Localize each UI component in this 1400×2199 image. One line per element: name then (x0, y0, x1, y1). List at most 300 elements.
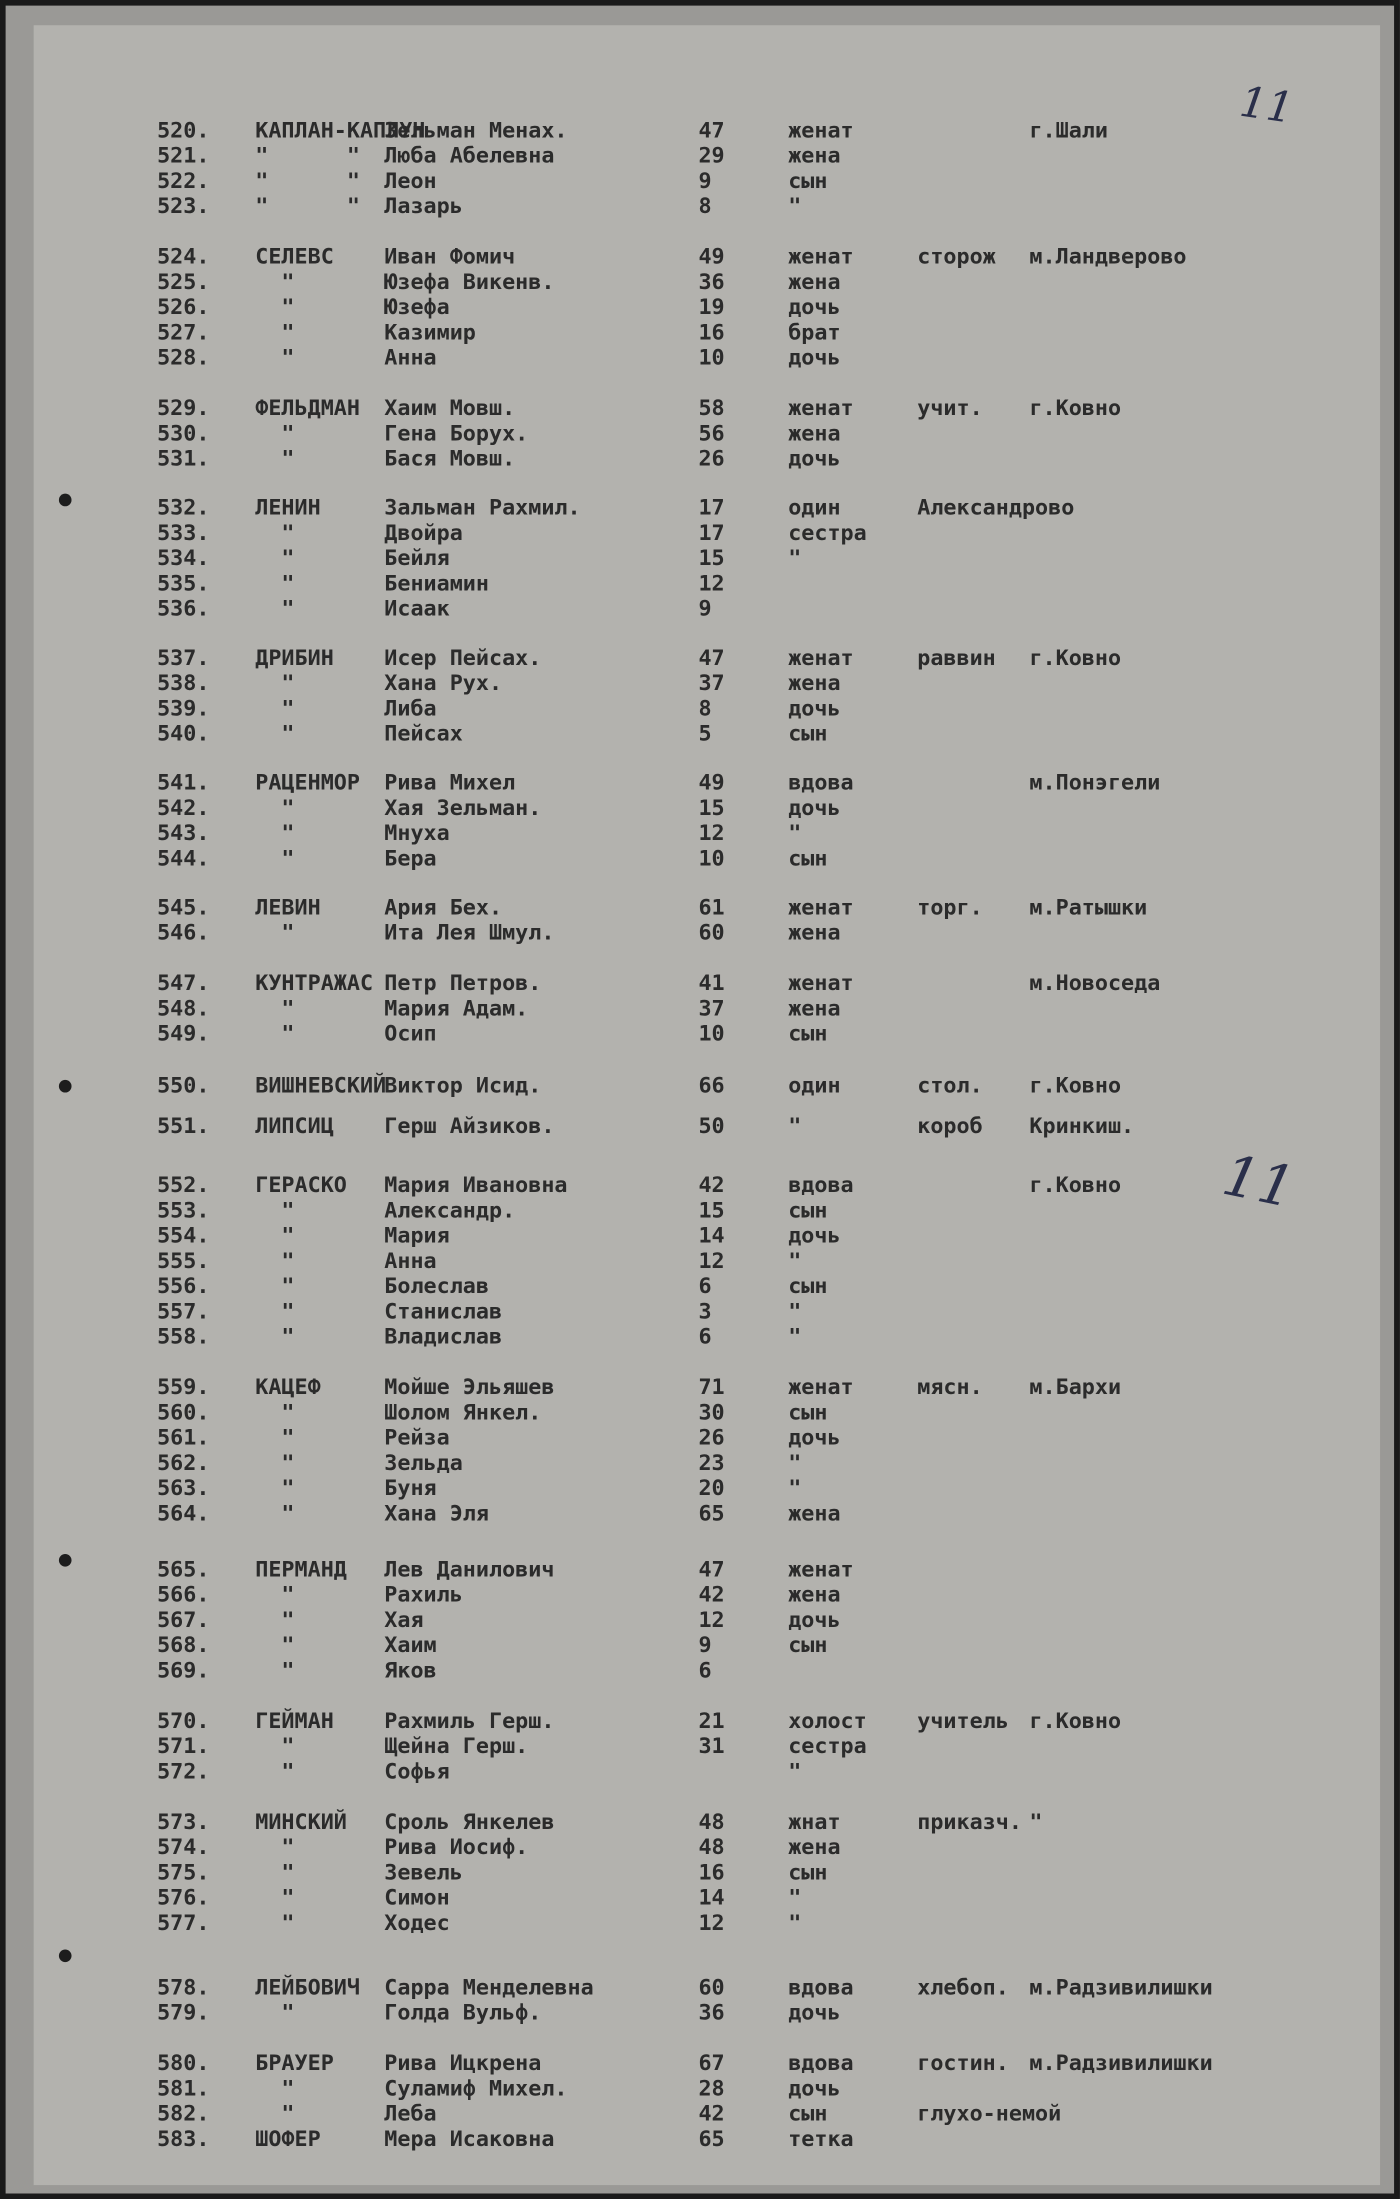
cell-relation: " (788, 1910, 802, 1936)
cell-relation: жена (788, 143, 841, 169)
cell-relation: дочь (788, 795, 841, 821)
cell-surname: " (255, 1424, 295, 1451)
cell-age: 14 (698, 1884, 725, 1911)
cell-surname: ШОФЕР (255, 2126, 321, 2152)
cell-num: 534. (157, 545, 210, 571)
cell-surname: " (255, 795, 295, 821)
cell-age: 37 (698, 995, 725, 1022)
cell-surname: ЛЕНИН (255, 495, 321, 521)
cell-surname: " (255, 820, 295, 846)
cell-surname: " (255, 720, 295, 747)
register-row (34, 446, 1380, 471)
cell-name: Софья (384, 1758, 450, 1784)
cell-age: 26 (698, 445, 725, 472)
cell-name: Бера (384, 845, 437, 871)
cell-relation: сын (788, 845, 828, 871)
pencil-mark-top: 11 (1236, 77, 1297, 134)
cell-surname: ЛЕЙБОВИЧ (255, 1974, 360, 2000)
cell-surname: ГЕЙМАН (255, 1708, 334, 1734)
cell-num: 532. (157, 495, 210, 521)
cell-relation: дочь (788, 1999, 841, 2026)
cell-age: 41 (698, 970, 725, 996)
cell-age: 42 (698, 1172, 725, 1198)
register-row (34, 1607, 1380, 1632)
cell-surname: " (255, 1500, 295, 1526)
register-row (34, 596, 1380, 621)
cell-age: 26 (698, 1424, 725, 1451)
cell-relation: сын (788, 2100, 828, 2127)
cell-name: Пейсах (384, 720, 463, 747)
register-row (34, 269, 1380, 294)
cell-num: 557. (157, 1298, 210, 1324)
cell-occupation: стол. (917, 1072, 983, 1099)
cell-name: Ита Лея Шмул. (384, 920, 555, 946)
register-row (34, 1114, 1380, 1139)
register-row (34, 1450, 1380, 1475)
cell-num: 529. (157, 395, 210, 421)
cell-place: м.Радзивилишки (1029, 1974, 1213, 2000)
cell-relation: " (788, 1884, 802, 1911)
cell-relation: женат (788, 395, 854, 421)
cell-age: 6 (698, 1273, 712, 1299)
cell-age: 36 (698, 1999, 725, 2026)
cell-num: 523. (157, 193, 210, 219)
cell-num: 552. (157, 1172, 210, 1198)
cell-num: 572. (157, 1758, 210, 1784)
register-row (34, 895, 1380, 920)
cell-place: м.Понэгели (1029, 769, 1161, 796)
cell-relation: жена (788, 920, 841, 946)
cell-name: Буня (384, 1475, 437, 1501)
cell-age: 17 (698, 520, 725, 546)
cell-name: Рива Михел (384, 769, 516, 796)
cell-relation: сестра (788, 520, 867, 546)
cell-relation: женат (788, 117, 854, 144)
cell-age: 15 (698, 1197, 725, 1223)
cell-age: 30 (698, 1399, 725, 1425)
cell-num: 556. (157, 1273, 210, 1299)
register-row (34, 421, 1380, 446)
cell-name: Либа (384, 695, 437, 721)
cell-name: Петр Петров. (384, 970, 542, 996)
cell-name: Мария Ивановна (384, 1172, 568, 1198)
cell-name: Исер Пейсах. (384, 645, 542, 671)
cell-surname: " (255, 1834, 295, 1860)
register-row (34, 1885, 1380, 1910)
cell-age: 20 (698, 1475, 725, 1501)
register-row (34, 295, 1380, 320)
cell-relation: дочь (788, 345, 841, 371)
cell-relation: " (788, 1248, 802, 1274)
cell-relation: дочь (788, 1222, 841, 1249)
cell-surname: ФЕЛЬДМАН (255, 395, 360, 421)
cell-num: 550. (157, 1072, 210, 1099)
cell-name: Юзефа Викенв. (384, 269, 555, 295)
cell-name: Шолом Янкел. (384, 1399, 542, 1425)
cell-age: 65 (698, 2126, 725, 2152)
cell-age: 47 (698, 1556, 725, 1583)
cell-surname: " (255, 1657, 295, 1683)
cell-relation: дочь (788, 2075, 841, 2101)
cell-relation: жена (788, 1500, 841, 1526)
register-row (34, 495, 1380, 520)
cell-surname: " (255, 294, 295, 320)
cell-name: Рива Ицкрена (384, 2050, 542, 2076)
cell-num: 537. (157, 645, 210, 671)
cell-name: Владислав (384, 1323, 503, 1350)
register-row (34, 1374, 1380, 1399)
cell-num: 536. (157, 596, 210, 622)
cell-place: м.Бархи (1029, 1374, 1122, 1400)
cell-age: 14 (698, 1222, 725, 1249)
cell-surname: " (255, 1632, 295, 1658)
cell-num: 554. (157, 1222, 210, 1249)
cell-age: 28 (698, 2075, 725, 2101)
cell-age: 21 (698, 1708, 725, 1734)
cell-age: 58 (698, 395, 725, 421)
cell-surname: " (255, 1298, 295, 1324)
cell-relation: сын (788, 1859, 828, 1885)
cell-place: г.Ковно (1029, 1072, 1122, 1099)
cell-age: 65 (698, 1500, 725, 1526)
cell-num: 520. (157, 117, 210, 144)
cell-age: 12 (698, 1607, 725, 1633)
cell-place: м.Новоседа (1029, 970, 1161, 996)
cell-num: 564. (157, 1500, 210, 1526)
cell-place: г.Ковно (1029, 1708, 1122, 1734)
cell-name: Хана Эля (384, 1500, 489, 1526)
cell-relation: жена (788, 420, 841, 446)
cell-relation: холост (788, 1708, 867, 1734)
cell-num: 538. (157, 670, 210, 696)
cell-place: г.Ковно (1029, 1172, 1122, 1198)
cell-name: Зельман Менах. (384, 117, 568, 144)
register-row (34, 2000, 1380, 2025)
register-row (34, 118, 1380, 143)
cell-num: 526. (157, 294, 210, 320)
cell-num: 541. (157, 769, 210, 796)
cell-name: Хаим Мовш. (384, 395, 516, 421)
cell-surname: " (255, 596, 295, 622)
cell-surname: ПЕРМАНД (255, 1556, 347, 1583)
cell-num: 543. (157, 820, 210, 846)
register-row (34, 1400, 1380, 1425)
register-row (34, 1299, 1380, 1324)
cell-relation: сын (788, 1197, 828, 1223)
cell-relation: вдова (788, 769, 854, 796)
cell-relation: жена (788, 1582, 841, 1608)
register-row (34, 2050, 1380, 2075)
cell-age: 23 (698, 1450, 725, 1476)
register-row (34, 1633, 1380, 1658)
cell-name: Осип (384, 1021, 437, 1047)
register-row (34, 1501, 1380, 1526)
cell-age: 8 (698, 193, 712, 219)
cell-age: 29 (698, 143, 725, 169)
cell-relation: сын (788, 1399, 828, 1425)
cell-num: 569. (157, 1657, 210, 1683)
cell-occupation: приказч. (917, 1809, 1022, 1835)
cell-age: 9 (698, 596, 712, 622)
cell-surname: " (255, 1273, 295, 1299)
cell-relation: жена (788, 1834, 841, 1860)
cell-relation: жнат (788, 1809, 841, 1835)
cell-surname: КАПЛАН-КАПЛУН (255, 117, 426, 144)
cell-relation: дочь (788, 445, 841, 472)
cell-surname: " (255, 570, 295, 597)
cell-surname: " (255, 1607, 295, 1633)
cell-relation: сестра (788, 1733, 867, 1759)
register-row (34, 721, 1380, 746)
cell-num: 575. (157, 1859, 210, 1885)
cell-name: Яков (384, 1657, 437, 1683)
cell-name: Гена Борух. (384, 420, 529, 446)
cell-num: 551. (157, 1113, 210, 1139)
cell-age: 12 (698, 1248, 725, 1274)
cell-num: 527. (157, 319, 210, 346)
cell-relation: " (788, 545, 802, 571)
cell-surname: " (255, 995, 295, 1022)
cell-surname: " (255, 1582, 295, 1608)
cell-name: Станислав (384, 1298, 503, 1324)
register-row (34, 820, 1380, 845)
cell-age: 36 (698, 269, 725, 295)
cell-place: м.Радзивилишки (1029, 2050, 1213, 2076)
cell-name: Виктор Исид. (384, 1072, 542, 1099)
cell-age: 19 (698, 294, 725, 320)
cell-name: Бениамин (384, 570, 489, 597)
cell-surname: " (255, 1999, 295, 2026)
register-row (34, 1475, 1380, 1500)
cell-occupation: короб (917, 1113, 983, 1139)
cell-surname: " (255, 1021, 295, 1047)
cell-age: 9 (698, 1632, 712, 1658)
cell-surname: БРАУЕР (255, 2050, 334, 2076)
cell-age: 71 (698, 1374, 725, 1400)
cell-occupation: Александрово (917, 495, 1075, 521)
cell-surname: ГЕРАСКО (255, 1172, 347, 1198)
register-row (34, 1809, 1380, 1834)
cell-name: Сарра Менделевна (384, 1974, 594, 2000)
cell-relation: " (788, 820, 802, 846)
cell-num: 563. (157, 1475, 210, 1501)
register-row (34, 320, 1380, 345)
cell-name: Исаак (384, 596, 450, 622)
cell-num: 577. (157, 1910, 210, 1936)
cell-name: Хая (384, 1607, 424, 1633)
cell-occupation: учит. (917, 395, 983, 421)
cell-surname: " " (255, 168, 360, 194)
cell-name: Мойше Эльяшев (384, 1374, 555, 1400)
cell-surname: " (255, 1248, 295, 1274)
cell-surname: " (255, 1859, 295, 1885)
cell-name: Юзефа (384, 294, 450, 320)
cell-relation: дочь (788, 1607, 841, 1633)
punch-hole (59, 1949, 72, 1962)
cell-name: Суламиф Михел. (384, 2075, 568, 2101)
register-row (34, 546, 1380, 571)
cell-age: 48 (698, 1809, 725, 1835)
cell-num: 566. (157, 1582, 210, 1608)
register-row (34, 795, 1380, 820)
cell-age: 10 (698, 345, 725, 371)
register-row (34, 1582, 1380, 1607)
cell-name: Сроль Янкелев (384, 1809, 555, 1835)
cell-name: Двойра (384, 520, 463, 546)
cell-name: Анна (384, 345, 437, 371)
cell-surname: " (255, 520, 295, 546)
cell-occupation: мясн. (917, 1374, 983, 1400)
register-row (34, 971, 1380, 996)
cell-name: Мария (384, 1222, 450, 1249)
cell-place: " (1029, 1809, 1043, 1835)
cell-relation: тетка (788, 2126, 854, 2152)
cell-surname: " (255, 1222, 295, 1249)
cell-num: 544. (157, 845, 210, 871)
cell-relation: вдова (788, 2050, 854, 2076)
cell-surname: " (255, 319, 295, 346)
cell-age: 6 (698, 1657, 712, 1683)
cell-place: г.Шали (1029, 117, 1108, 144)
cell-surname: ЛИПСИЦ (255, 1113, 334, 1139)
cell-age: 10 (698, 1021, 725, 1047)
cell-name: Зельда (384, 1450, 463, 1476)
cell-name: Болеслав (384, 1273, 489, 1299)
cell-relation: " (788, 1113, 802, 1139)
cell-surname: " (255, 670, 295, 696)
register-row (34, 670, 1380, 695)
cell-num: 579. (157, 1999, 210, 2026)
cell-age: 12 (698, 1910, 725, 1936)
register-row (34, 1733, 1380, 1758)
cell-surname: " (255, 1910, 295, 1936)
cell-age: 17 (698, 495, 725, 521)
cell-occupation: глухо-немой (917, 2100, 1062, 2127)
cell-name: Хая Зельман. (384, 795, 542, 821)
cell-num: 555. (157, 1248, 210, 1274)
cell-name: Хаим (384, 1632, 437, 1658)
register-row (34, 143, 1380, 168)
cell-surname: КУНТРАЖАС (255, 970, 374, 996)
cell-num: 574. (157, 1834, 210, 1860)
cell-name: Зевель (384, 1859, 463, 1885)
cell-surname: " (255, 1884, 295, 1911)
cell-relation: сын (788, 720, 828, 747)
cell-num: 521. (157, 143, 210, 169)
cell-relation: женат (788, 1556, 854, 1583)
cell-surname: " (255, 920, 295, 946)
cell-num: 553. (157, 1197, 210, 1223)
cell-relation: женат (788, 1374, 854, 1400)
cell-num: 558. (157, 1323, 210, 1350)
cell-place: м.Ландверово (1029, 244, 1187, 270)
cell-name: Лазарь (384, 193, 463, 219)
cell-name: Щейна Герш. (384, 1733, 529, 1759)
register-row (34, 1759, 1380, 1784)
paper-page (34, 25, 1380, 2185)
cell-name: Люба Абелевна (384, 143, 555, 169)
cell-relation: дочь (788, 294, 841, 320)
cell-name: Рива Иосиф. (384, 1834, 529, 1860)
cell-surname: " (255, 1758, 295, 1784)
cell-surname: " (255, 1399, 295, 1425)
cell-age: 12 (698, 570, 725, 597)
cell-place: Кринкиш. (1029, 1113, 1135, 1139)
cell-num: 545. (157, 894, 210, 921)
register-row (34, 1248, 1380, 1273)
cell-relation: вдова (788, 1974, 854, 2000)
cell-surname: " (255, 2100, 295, 2127)
cell-relation: вдова (788, 1172, 854, 1198)
register-row (34, 1223, 1380, 1248)
cell-surname: " (255, 1197, 295, 1223)
cell-num: 581. (157, 2075, 210, 2101)
cell-num: 530. (157, 420, 210, 446)
cell-num: 524. (157, 244, 210, 270)
register-row (34, 520, 1380, 545)
cell-num: 539. (157, 695, 210, 721)
cell-age: 47 (698, 117, 725, 144)
register-row (34, 2101, 1380, 2126)
cell-num: 582. (157, 2100, 210, 2127)
cell-relation: женат (788, 970, 854, 996)
cell-age: 16 (698, 1859, 725, 1885)
cell-relation: жена (788, 670, 841, 696)
cell-num: 542. (157, 795, 210, 821)
cell-surname: ДРИБИН (255, 645, 334, 671)
cell-name: Лев Данилович (384, 1556, 555, 1583)
cell-place: г.Ковно (1029, 395, 1122, 421)
cell-relation: сын (788, 1632, 828, 1658)
cell-age: 49 (698, 769, 725, 796)
cell-age: 6 (698, 1323, 712, 1350)
cell-age: 10 (698, 845, 725, 871)
cell-surname: " " (255, 193, 360, 219)
cell-relation: жена (788, 269, 841, 295)
cell-num: 578. (157, 1974, 210, 2000)
cell-relation: женат (788, 894, 854, 921)
cell-age: 61 (698, 894, 725, 921)
register-row (34, 2076, 1380, 2101)
cell-relation: брат (788, 319, 841, 346)
cell-age: 5 (698, 720, 712, 747)
cell-name: Александр. (384, 1197, 516, 1223)
cell-age: 47 (698, 645, 725, 671)
cell-relation: " (788, 1475, 802, 1501)
cell-surname: ВИШНЕВСКИЙ (255, 1072, 387, 1099)
cell-surname: " (255, 1475, 295, 1501)
cell-age: 15 (698, 545, 725, 571)
cell-name: Голда Вульф. (384, 1999, 542, 2026)
cell-num: 528. (157, 345, 210, 371)
cell-name: Мнуха (384, 820, 450, 846)
cell-surname: " (255, 2075, 295, 2101)
cell-name: Иван Фомич (384, 244, 516, 270)
cell-num: 548. (157, 995, 210, 1022)
cell-num: 561. (157, 1424, 210, 1451)
cell-age: 67 (698, 2050, 725, 2076)
cell-relation: один (788, 1072, 841, 1099)
register-row (34, 244, 1380, 269)
cell-num: 547. (157, 970, 210, 996)
cell-occupation: раввин (917, 645, 996, 671)
cell-name: Бася Мовш. (384, 445, 516, 472)
cell-surname: МИНСКИЙ (255, 1809, 347, 1835)
register-row (34, 996, 1380, 1021)
cell-surname: " (255, 345, 295, 371)
cell-place: г.Ковно (1029, 645, 1122, 671)
cell-num: 522. (157, 168, 210, 194)
